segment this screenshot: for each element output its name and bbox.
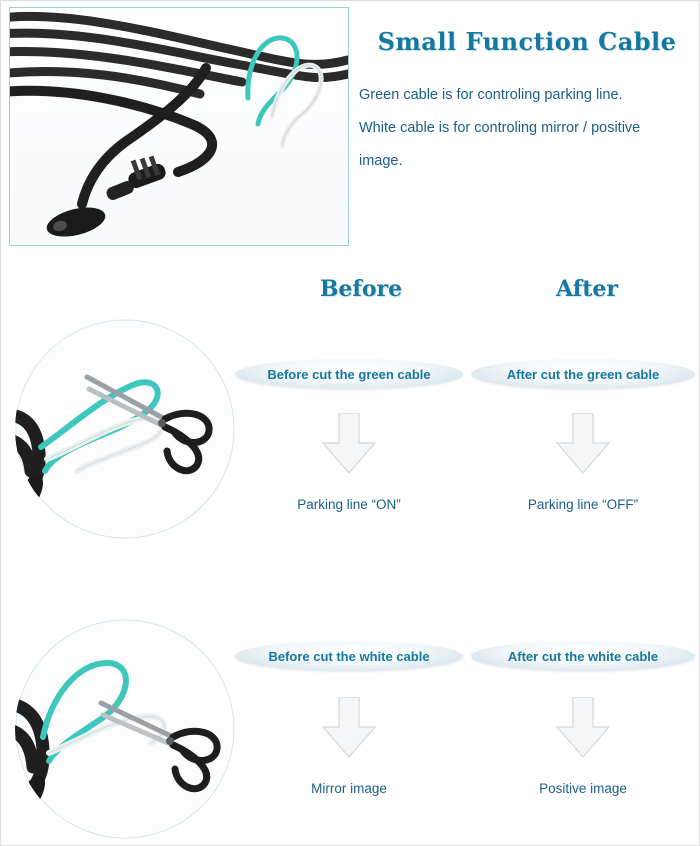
- arrow-down-before-green: [322, 413, 376, 475]
- hero-photo-illustration: [10, 8, 348, 245]
- green-cable-illustration: [15, 319, 235, 539]
- green-cable-row: [1, 319, 700, 569]
- pill-before-green: Before cut the green cable: [235, 359, 463, 389]
- caption-after-white: Positive image: [539, 781, 627, 796]
- pill-before-white: Before cut the white cable: [235, 641, 463, 671]
- white-cable-row: [1, 619, 700, 839]
- arrow-down-before-white: [322, 697, 376, 759]
- arrow-down-after-white: [556, 697, 610, 759]
- arrow-down-after-green: [556, 413, 610, 475]
- hero-description-line-1: Green cable is for controling parking line.: [359, 87, 623, 103]
- green-cable-photo: [15, 319, 235, 539]
- pill-after-green: After cut the green cable: [471, 359, 695, 389]
- white-cable-photo: [15, 619, 235, 839]
- hero-description-line-2: White cable is for controling mirror / positive: [359, 120, 641, 136]
- pill-after-white: After cut the white cable: [471, 641, 695, 671]
- caption-after-green: Parking line “OFF”: [527, 497, 639, 512]
- page-title: Small Function Cable: [377, 27, 677, 56]
- column-heading-before: Before: [319, 276, 403, 302]
- white-cable-illustration: [15, 619, 235, 839]
- caption-before-green: Parking line “ON”: [297, 497, 401, 512]
- column-heading-after: After: [556, 276, 618, 302]
- hero-cable-photo: [9, 7, 349, 246]
- caption-before-white: Mirror image: [311, 781, 387, 796]
- hero-description: [359, 79, 691, 178]
- hero-description-line-3: image.: [359, 153, 403, 169]
